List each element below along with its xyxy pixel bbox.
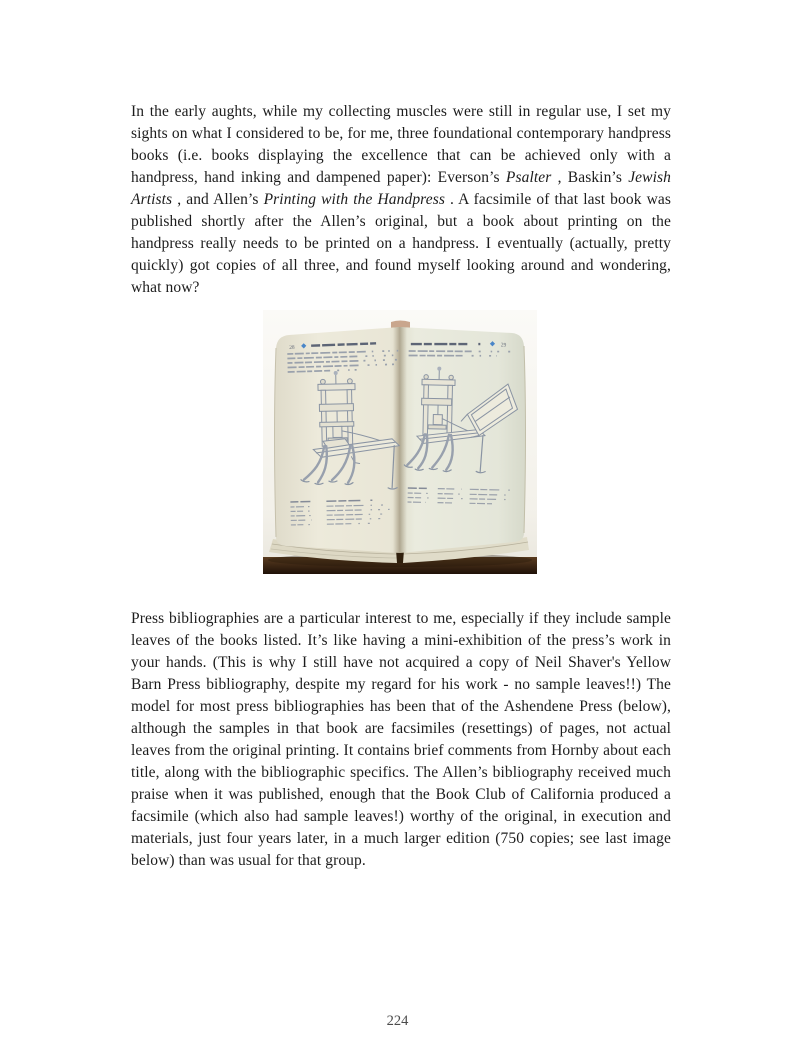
right-page-folio: 29 (500, 342, 507, 349)
open-book-photo (263, 310, 537, 574)
paragraph-press-bibliographies: Press bibliographies are a particular interest to me, especially if they include sample leaves of the books listed. It’s like having a mini-exhibition of the press’s work in your hands. (This is why I still have not acquired a copy of Neil Shaver's Yellow Barn Press bibliography, despite my regard for his work - no sample leaves!!) The model for most press bibliographies has been that of the Ashendene Press (below), although the samples in that book are facsimiles (resettings) of pages, not actual leaves from the original printing. It contains brief comments from Hornby about each title, along with the bibliographic specifics. The Allen’s bibliography received much praise when it was published, enough that the Book Club of California produced a facsimile (which also had sample leaves!) worthy of the original, in execution and materials, just four years later, in a much larger edition (750 copies; see last image below) than was usual for that group. (131, 610, 671, 869)
book-photo-figure (263, 310, 537, 574)
gutter-shadow (393, 327, 407, 553)
left-page-folio: 28 (289, 344, 295, 351)
paragraph-intro: In the early aughts, while my collecting muscles were still in regular use, I set my sights on what I considered to be, for me, three foundational contemporary handpress books (i.e. books displaying the excellence that can be achieved only with a handpress, hand inking and dampened paper): Everson’s Psalter , Baskin’s Jewish Artists , and Allen’s Printing with the Handpress . A facsimile of that last book was published shortly after the Allen’s original, but a book about printing on the handpress really needs to be printed on a handpress. I eventually (actually, pretty quickly) got copies of all three, and found myself looking around and wondering, what now? (131, 103, 671, 296)
page-number: 224 (386, 1013, 409, 1029)
right-page (400, 327, 526, 553)
